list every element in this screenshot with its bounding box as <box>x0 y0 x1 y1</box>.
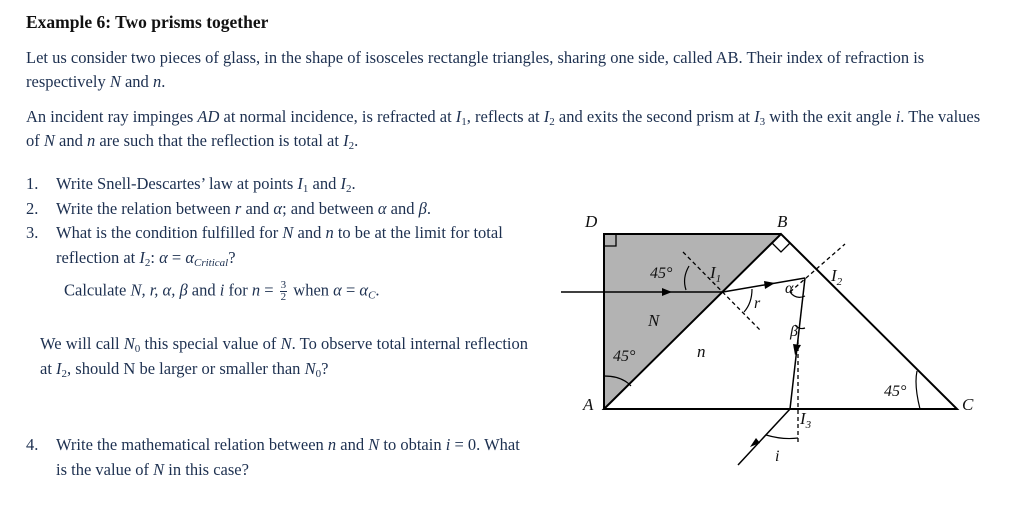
label-i: i <box>775 448 780 465</box>
label-D: D <box>585 212 598 231</box>
intro-paragraph: Let us consider two pieces of glass, in the shape of isosceles rectangle triangles, sharing one side, called AB. Their index of refraction is respectively N and n. <box>26 48 925 91</box>
label-alpha: α <box>785 280 794 297</box>
label-angle-top: 45° <box>650 265 673 282</box>
label-angle-left: 45° <box>613 348 636 365</box>
special-value-paragraph: We will call $N_0$ this special value of N. To observe total internal reflection at $I_2$, should N be larger or smaller than $N_0$? <box>40 334 529 380</box>
label-n: n <box>697 342 706 361</box>
fraction-three-halves: $\frac{3}{2}$ <box>280 279 287 303</box>
question-1: 1. Write Snell-Descartes’ law at points $I_1$ and $I_2$. <box>26 174 356 195</box>
example-title: Example 6: Two prisms together <box>26 12 269 32</box>
label-A: A <box>583 395 594 414</box>
label-I3: $I_3$ <box>800 409 812 431</box>
label-C: C <box>962 395 974 414</box>
calculate-line: Calculate N, r, α, β and i for n = $\frac{3}{2}$ when $\alpha = \alpha_C$. <box>64 279 380 303</box>
question-4: 4. Write the mathematical relation between n and N to obtain i = 0. What is the value of N in this case? <box>26 435 520 479</box>
label-I2: $I_2$ <box>831 266 843 288</box>
arc-i <box>766 435 798 439</box>
ray-description-paragraph: An incident ray impinges AD at normal incidence, is refracted at $I_1$, reflects at $I_2$ and exits the second prism at $I_3$ with the exit angle i. The values of N and n are such that the reflection is total at $I_2$. <box>26 107 981 152</box>
question-3: 3. What is the condition fulfilled for N and n to be at the limit for total reflection at $I_2$: $\alpha = \alpha_{Critical}$? <box>26 223 503 269</box>
label-r: r <box>754 295 761 312</box>
label-N: N <box>648 311 660 330</box>
label-B: B <box>777 212 788 231</box>
label-I1: $I_1$ <box>710 263 722 285</box>
exit-ray <box>738 409 790 465</box>
question-2: 2. Write the relation between r and α; and between α and β. <box>26 198 431 218</box>
label-beta: β <box>790 323 798 340</box>
label-angle-right: 45° <box>884 383 907 400</box>
